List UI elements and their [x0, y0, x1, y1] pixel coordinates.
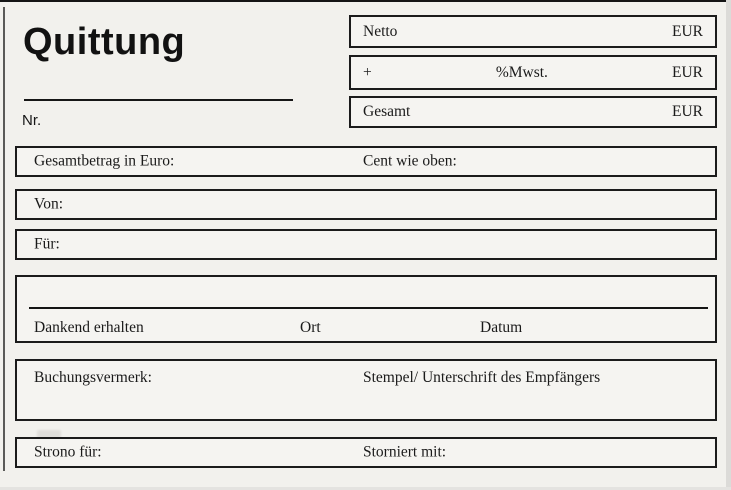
storno-for-label: Strono für: [34, 443, 102, 461]
stamp-signature-label: Stempel/ Unterschrift des Empfängers [363, 369, 601, 386]
total-amount-row [15, 146, 717, 177]
mwst-currency-label: EUR [671, 63, 703, 81]
payer-row [15, 189, 717, 220]
cancellation-row [15, 437, 717, 468]
netto-currency-label: EUR [672, 22, 703, 40]
mwst-label: %Mwst. [495, 63, 548, 81]
purpose-row [15, 229, 717, 260]
cent-as-above-label: Cent wie oben: [363, 152, 457, 170]
scan-edge-right [726, 0, 731, 490]
title-underline [24, 99, 293, 101]
signature-row [15, 275, 717, 343]
gesamt-currency-label: EUR [672, 103, 703, 120]
received-with-thanks-label: Dankend erhalten [34, 319, 144, 336]
from-label: Von: [34, 195, 64, 213]
total-in-euro-label: Gesamtbetrag in Euro: [34, 152, 175, 170]
for-label: Für: [34, 235, 60, 253]
gesamt-amount-box [349, 96, 717, 128]
date-label: Datum [480, 319, 523, 336]
netto-label: Netto [363, 22, 398, 40]
place-label: Ort [300, 319, 321, 336]
scan-edge-top [0, 0, 731, 2]
scan-edge-left [3, 7, 5, 471]
signature-line [29, 307, 708, 309]
page-title: Quittung [23, 21, 186, 63]
gesamt-label: Gesamt [363, 103, 411, 120]
cancelled-with-label: Storniert mit: [363, 443, 447, 461]
mwst-plus-sign: + [363, 63, 372, 81]
mwst-amount-box [349, 55, 717, 90]
netto-amount-box [349, 15, 717, 48]
booking-note-row [15, 359, 717, 421]
receipt-number-label: Nr. [22, 112, 42, 129]
booking-note-label: Buchungsvermerk: [34, 369, 152, 386]
